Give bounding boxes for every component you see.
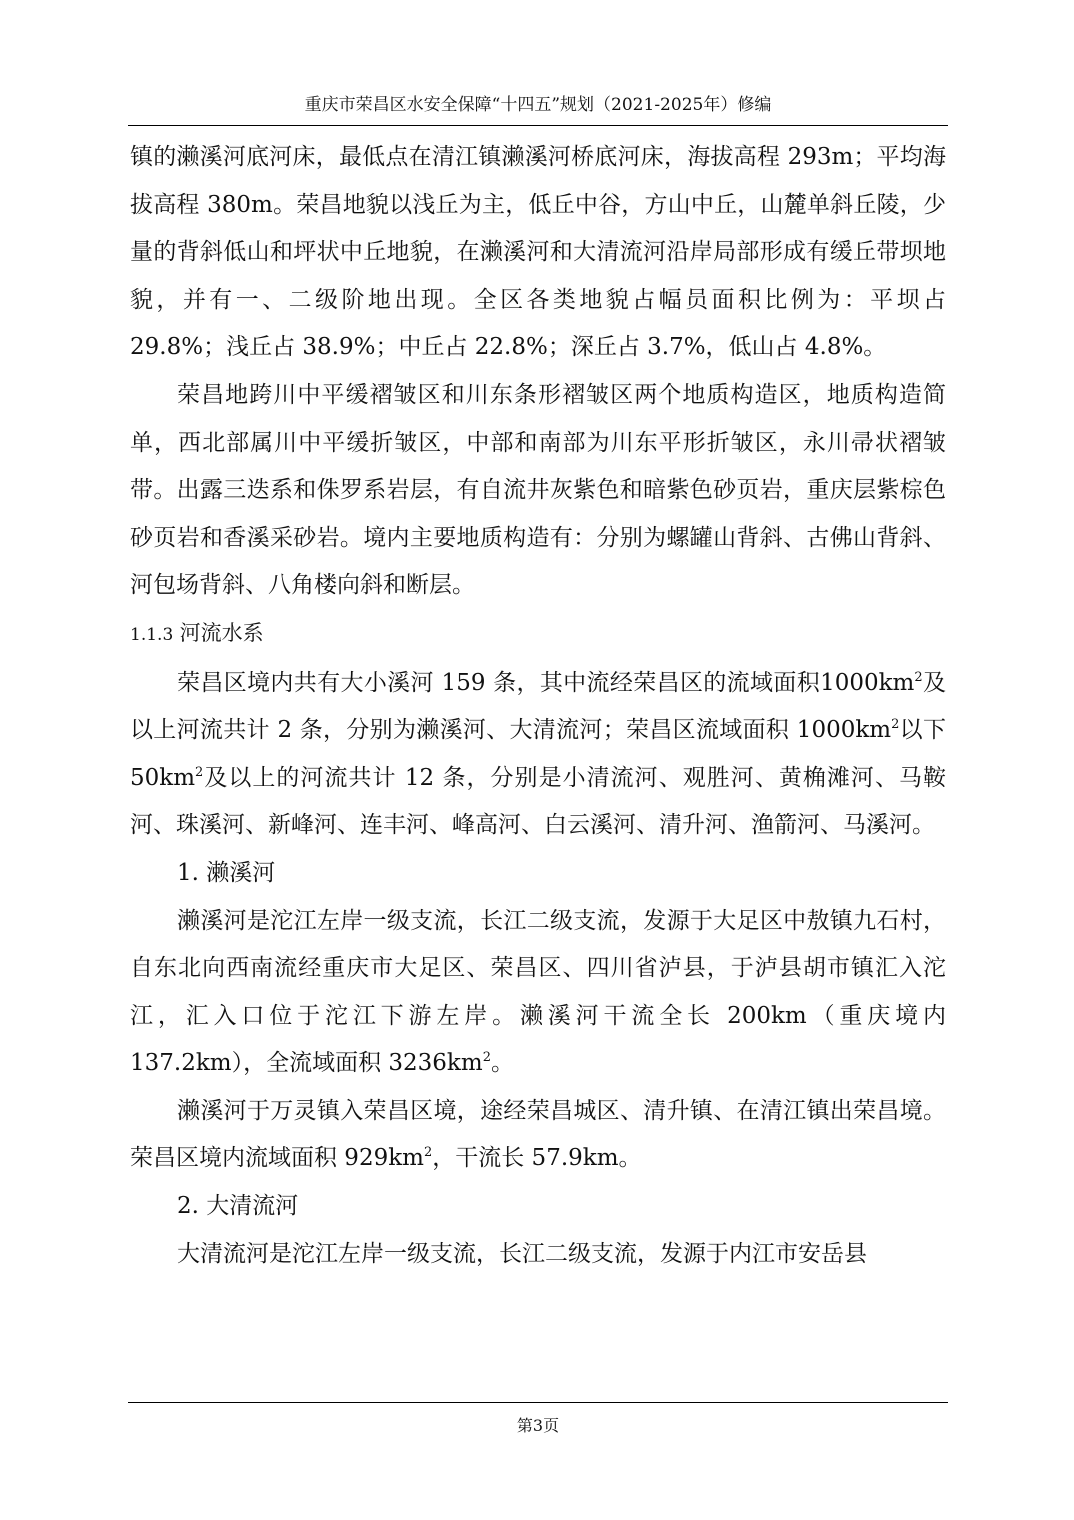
item-heading-laixi: 1. 濑溪河 (177, 859, 276, 886)
section-heading (130, 610, 946, 660)
item-heading-daqingliu: 2. 大清流河 (177, 1193, 299, 1220)
text-segment: 及以上的河流共计 12 条，分别是小清流河、观胜河、黄桷滩河、马鞍河、珠溪河、新峰河、连丰河、峰高河、白云溪河、清升河、渔箭河、马溪河。 (130, 764, 946, 839)
text-segment: ，干流长 57.9km。 (432, 1145, 642, 1172)
text-segment: 以下 50km (130, 717, 946, 791)
superscript: 2 (423, 1145, 433, 1161)
paragraph-laixi-source (130, 898, 946, 1088)
superscript: 2 (891, 717, 900, 733)
text-segment: 。 (490, 1050, 514, 1077)
paragraph-laixi-route (130, 1088, 946, 1183)
text-segment: 濑溪河于万灵镇入荣昌区境，途经荣昌城区、清升镇、在清江镇出荣昌境。荣昌区境内流域面积 929km (130, 1097, 946, 1172)
paragraph-daqingliu: 大清流河是沱江左岸一级支流，长江二级支流，发源于内江市安岳县 (177, 1240, 867, 1267)
superscript: 2 (195, 764, 204, 780)
document-body (130, 134, 946, 1278)
paragraph-river-system (130, 660, 946, 850)
header-title: 重庆市荣昌区水安全保障“十四五”规划（2021-2025年）修编 (304, 95, 772, 115)
page-number: 第3页 (516, 1416, 560, 1435)
text-segment: 濑溪河是沱江左岸一级支流，长江二级支流，发源于大足区中敖镇九石村，自东北向西南流经重庆市大足区、荣昌区、四川省泸县，于泸县胡市镇汇入沱江，汇入口位于沱江下游左岸。濑溪河干流全长 200km（重庆境内 137.2km），全流域面积 3236km (130, 907, 946, 1077)
paragraph-terrain: 镇的濑溪河底河床，最低点在清江镇濑溪河桥底河床，海拔高程 293m；平均海拔高程 380m。荣昌地貌以浅丘为主，低丘中谷，方山中丘，山麓单斜丘陵，少量的背斜低山和坪状中丘地貌，在濑溪河和大清流河沿岸局部形成有缓丘带坝地貌，并有一、二级阶地出现。全区各类地貌占幅员面积比例为：平坝占 29.8%；浅丘占 38.9%；中丘占 22.8%；深丘占 3.7%，低山占 4.8%。 (130, 144, 946, 361)
superscript: 2 (482, 1050, 491, 1066)
page-footer (128, 1402, 948, 1436)
paragraph-geology: 荣昌地跨川中平缓褶皱区和川东条形褶皱区两个地质构造区，地质构造简单，西北部属川中平缓折皱区，中部和南部为川东平形折皱区，永川帚状褶皱带。出露三迭系和侏罗系岩层，有自流井灰紫色和暗紫色砂页岩，重庆层紫棕色砂页岩和香溪采砂岩。境内主要地质构造有：分别为螺罐山背斜、古佛山背斜、河包场背斜、八角楼向斜和断层。 (130, 381, 946, 599)
superscript: 2 (914, 669, 923, 685)
section-number: 1.1.3 (130, 624, 174, 645)
text-segment: 及以上河流共计 2 条，分别为濑溪河、大清流河；荣昌区流域面积 1000km (130, 669, 946, 744)
page-header (128, 90, 948, 126)
text-segment: 荣昌区境内共有大小溪河 159 条，其中流经荣昌区的流域面积1000km (177, 669, 915, 696)
section-title: 河流水系 (179, 620, 264, 645)
